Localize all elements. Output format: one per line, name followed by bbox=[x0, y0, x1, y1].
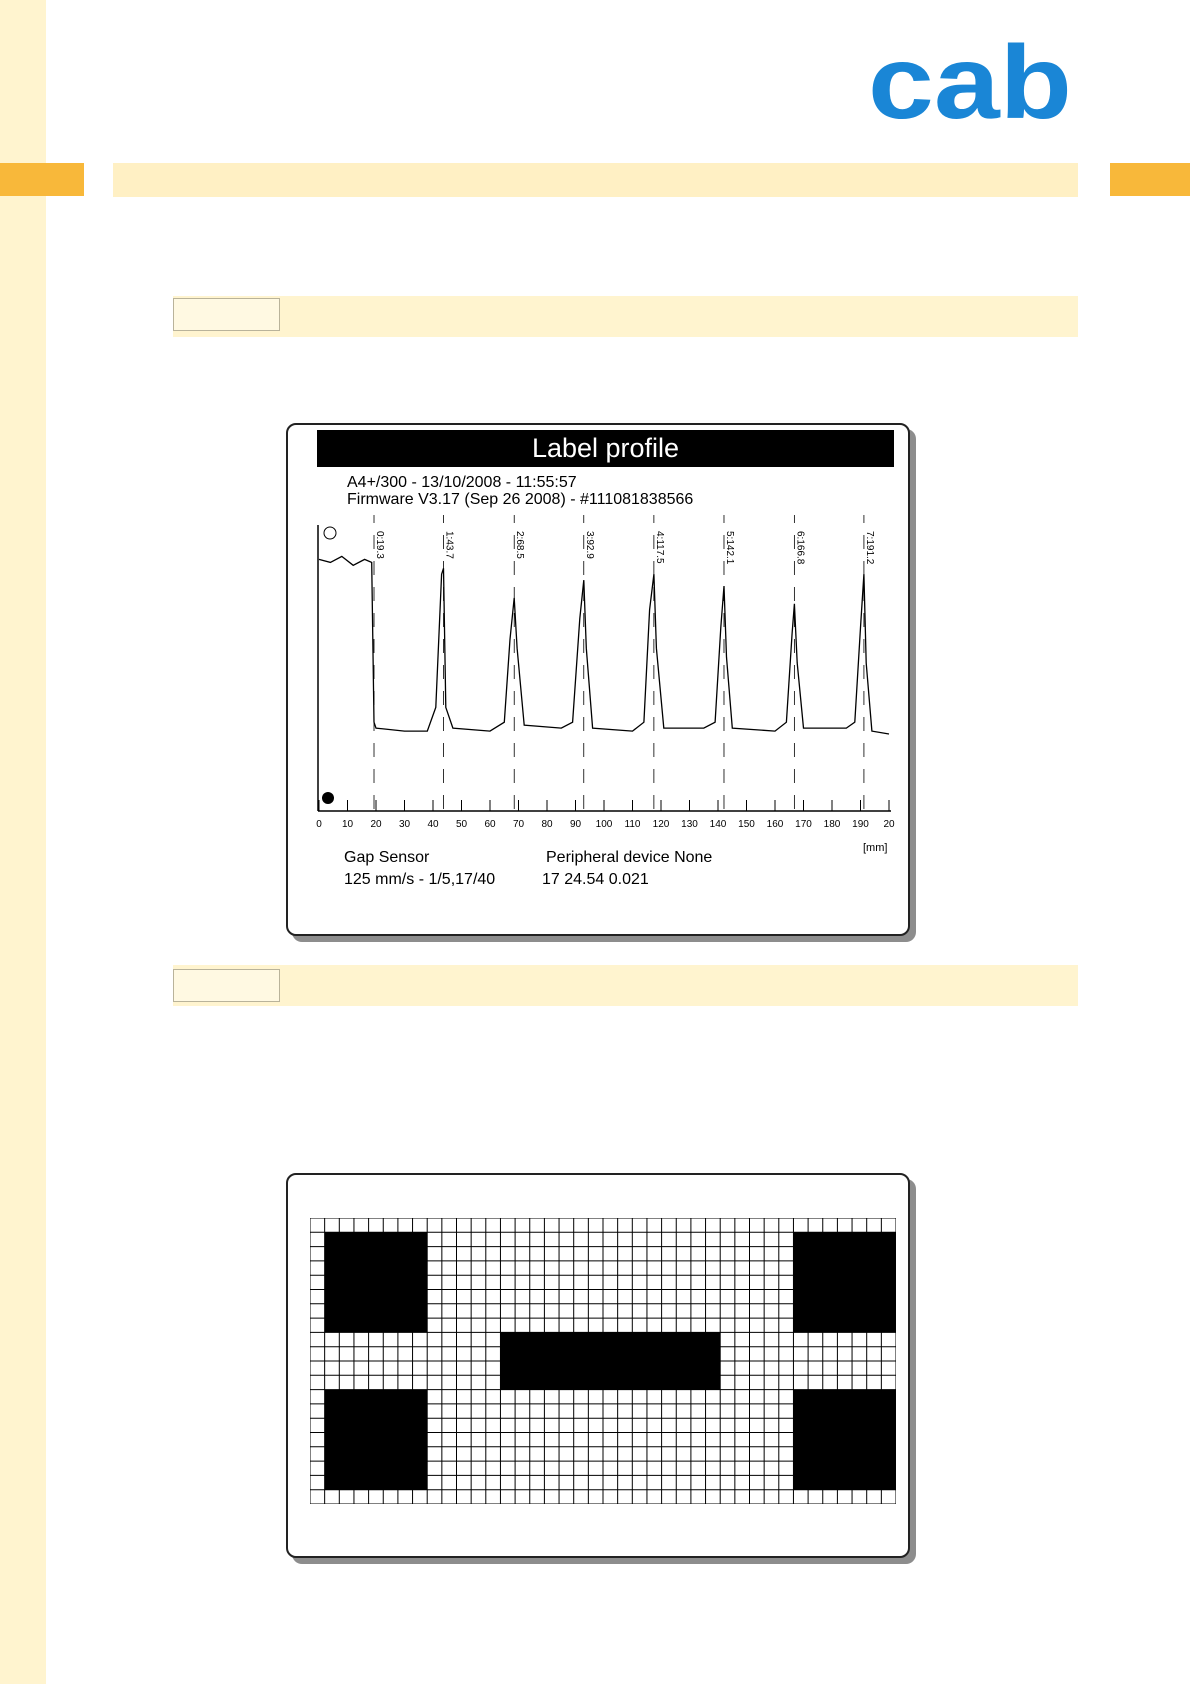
section-bar-1 bbox=[173, 296, 1078, 337]
section-bar-2 bbox=[173, 965, 1078, 1006]
x-tick-label: 10 bbox=[341, 819, 354, 830]
block-top-right bbox=[793, 1232, 896, 1332]
right-header-tab bbox=[1110, 163, 1190, 196]
block-bottom-right bbox=[793, 1390, 896, 1490]
gap-marker-label: 4:117.5 bbox=[653, 531, 665, 564]
x-tick-group bbox=[316, 800, 895, 830]
x-tick-label: 100 bbox=[595, 819, 613, 830]
x-tick-label: 170 bbox=[795, 819, 812, 830]
x-tick-label: 30 bbox=[398, 819, 411, 830]
measurement-values: 17 24.54 0.021 bbox=[542, 871, 649, 888]
open-circle-marker bbox=[324, 527, 336, 539]
x-tick-label: 150 bbox=[738, 819, 755, 830]
x-tick-label: 130 bbox=[681, 819, 698, 830]
gap-marker-label: 6:166.8 bbox=[794, 531, 806, 565]
filled-circle-marker bbox=[322, 792, 334, 804]
block-bottom-left bbox=[325, 1390, 428, 1490]
x-tick-label: 180 bbox=[823, 819, 841, 830]
profile-info-line2: Firmware V3.17 (Sep 26 2008) - #111081838566 bbox=[347, 491, 694, 508]
gap-marker-label: 0:19.3 bbox=[374, 531, 386, 559]
x-tick-label: 50 bbox=[455, 819, 468, 830]
test-pattern-grid bbox=[310, 1218, 896, 1504]
gap-marker-label: 3:92.9 bbox=[583, 531, 595, 559]
gap-marker-label: 5:142.1 bbox=[723, 531, 735, 565]
x-tick-label: 90 bbox=[569, 819, 582, 830]
signal-line bbox=[319, 556, 889, 734]
speed-value: 125 mm/s - 1/5,17/40 bbox=[344, 871, 496, 888]
gap-marker-label: 7:191.2 bbox=[863, 531, 875, 565]
label-profile-chart bbox=[300, 515, 900, 860]
gap-marker-label: 2:68.5 bbox=[514, 531, 526, 559]
x-tick-label: 60 bbox=[484, 819, 496, 830]
x-tick-label: 140 bbox=[709, 819, 727, 830]
peripheral-label: Peripheral device None bbox=[546, 849, 713, 866]
cab-logo-text: cab bbox=[868, 40, 1072, 126]
gap-marker-group bbox=[374, 515, 875, 811]
x-tick-label: 110 bbox=[624, 819, 641, 830]
x-tick-label: 20 bbox=[370, 819, 382, 830]
x-tick-label: 190 bbox=[852, 819, 869, 830]
block-center bbox=[500, 1332, 720, 1389]
section-label-box-1 bbox=[173, 298, 280, 331]
block-top-left bbox=[325, 1232, 428, 1332]
label-profile-title: Label profile bbox=[317, 430, 894, 467]
x-tick-label: 0 bbox=[316, 819, 322, 830]
x-tick-label: 160 bbox=[766, 819, 784, 830]
unit-label: [mm] bbox=[863, 842, 888, 854]
x-tick-label: 120 bbox=[652, 819, 670, 830]
left-header-tab bbox=[0, 163, 84, 196]
x-tick-label: 70 bbox=[512, 819, 525, 830]
left-margin-strip bbox=[0, 0, 46, 1684]
gap-marker-label: 1:43.7 bbox=[443, 531, 455, 559]
x-tick-label: 80 bbox=[541, 819, 553, 830]
x-tick-label: 40 bbox=[427, 819, 439, 830]
section-label-box-2 bbox=[173, 969, 280, 1002]
header-band bbox=[113, 163, 1078, 197]
profile-info-line1: A4+/300 - 13/10/2008 - 11:55:57 bbox=[347, 474, 577, 491]
x-tick-label: 20 bbox=[883, 819, 895, 830]
cab-logo bbox=[868, 40, 1074, 126]
sensor-label: Gap Sensor bbox=[344, 849, 430, 866]
